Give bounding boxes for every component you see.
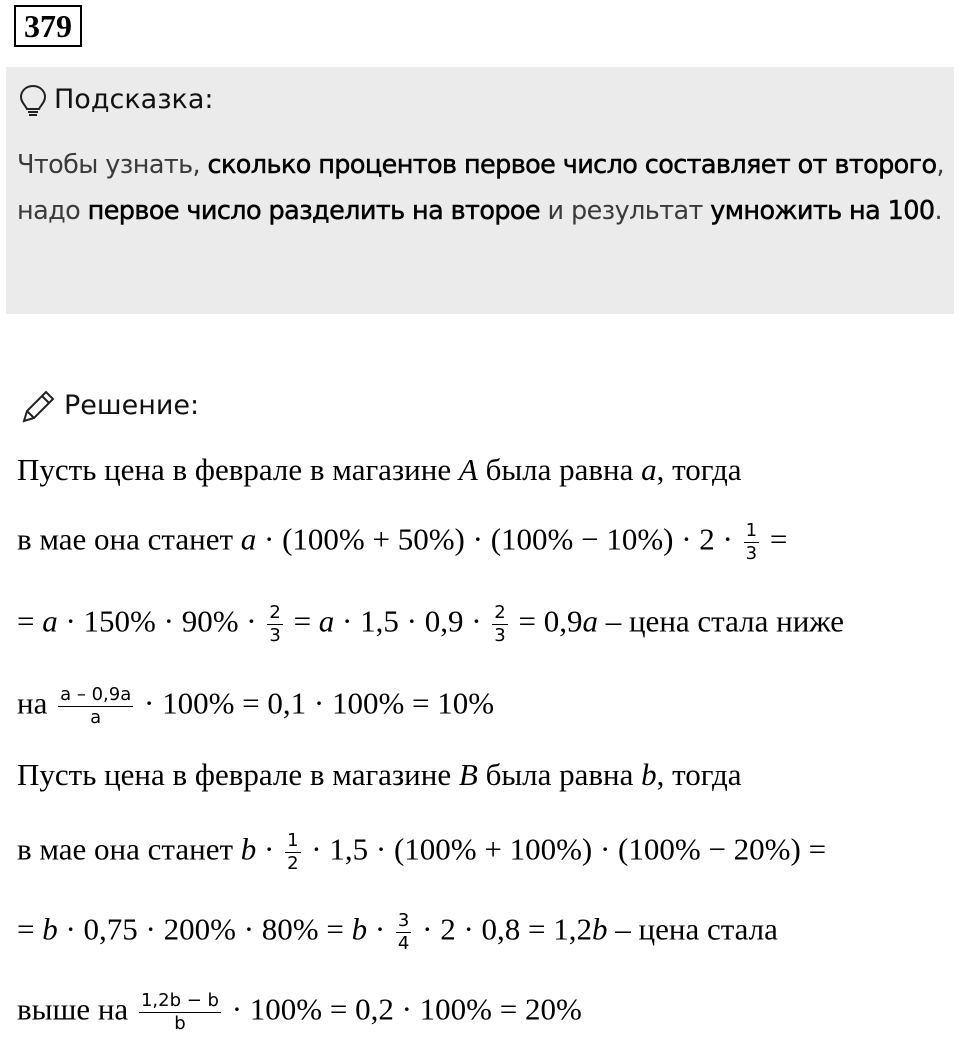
fraction: $\frac{1,2b - b}{b}$ [140,990,219,1034]
solution-line-1: Пусть цена в феврале в магазине A была равна a, тогда [17,452,742,487]
fraction: $\frac{a - 0,9a}{a}$ [60,684,132,728]
solution-line-7: = b · 0,75 · 200% · 80% = b · $\frac{3}{4}$ · 2 · 0,8 = 1,2b – цена стала [17,910,778,954]
hint-title-text: Подсказка: [54,84,214,115]
hint-text: Чтобы узнать, сколько процентов первое число составляет от второго, надо первое число разделить на второе и результат умножить на 100. [17,150,944,226]
fraction: $\frac{2}{3}$ [269,602,281,646]
lightbulb-icon [18,84,54,115]
solution-line-3: = a · 150% · 90% · $\frac{2}{3}$ = a · 1,5 · 0,9 · $\frac{2}{3}$ = 0,9a – цена стала ниже [17,602,845,646]
solution-title [18,382,199,430]
fraction: $\frac{1}{2}$ [287,830,299,874]
solution-line-4: на $\frac{a - 0,9a}{a}$ · 100% = 0,1 · 100% = 10% [17,684,495,728]
fraction: $\frac{2}{3}$ [494,602,506,646]
solution-line-6: в мае она станет b · $\frac{1}{2}$ · 1,5 · (100% + 100%) · (100% − 20%) = [17,830,827,874]
solution-title-text: Решение: [64,390,200,421]
pencil-icon [18,390,64,421]
fraction: $\frac{3}{4}$ [397,910,410,954]
hint-title [18,78,214,122]
solution-line-5: Пусть цена в феврале в магазине B была равна b, тогда [17,757,742,792]
fraction: $\frac{1}{3}$ [745,520,758,564]
solution-line-8: выше на $\frac{1,2b - b}{b}$ · 100% = 0,2 · 100% = 20% [17,990,582,1034]
problem-number: 379 [14,5,82,47]
solution-line-2: в мае она станет a · (100% + 50%) · (100% − 10%) · 2 · $\frac{1}{3}$ = [17,520,788,564]
